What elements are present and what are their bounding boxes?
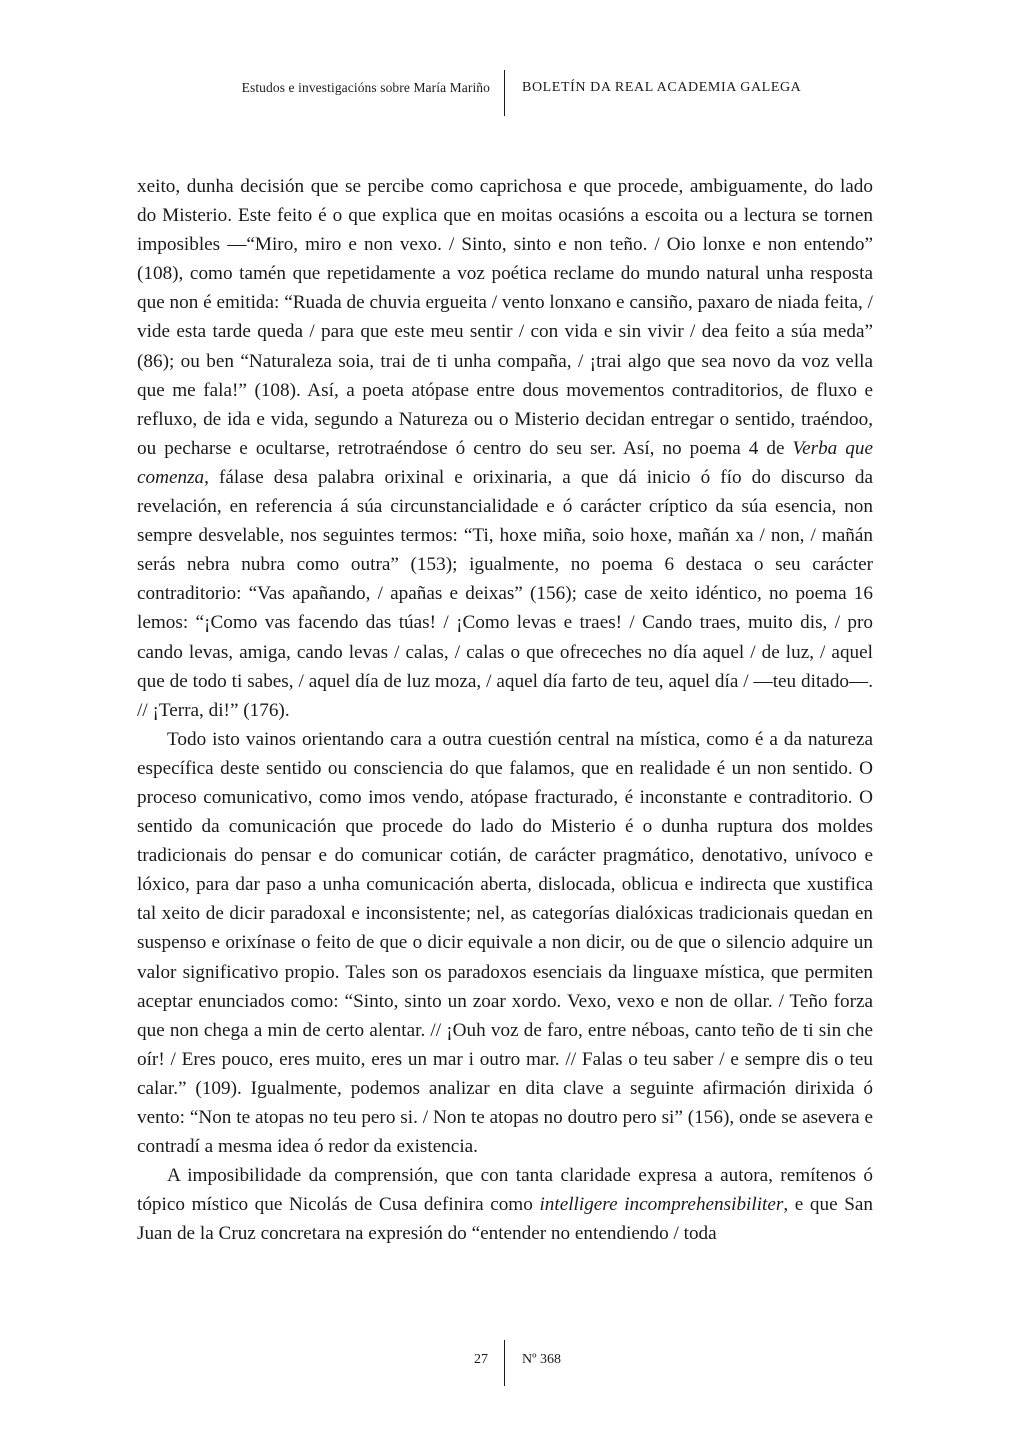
latin-phrase: intelligere incomprehensibiliter — [539, 1194, 784, 1216]
paragraph-3-text-b: , e que San Juan de la Cruz concretara na expresión do “entender no entendiendo / toda — [137, 1194, 873, 1245]
page-number: 27 — [474, 1352, 488, 1367]
issue-number: Nº 368 — [522, 1352, 561, 1367]
paragraph-1-text-b: , fálase desa palabra orixinal e orixinaria, a que dá inicio ó fío do discurso da revelación, en referencia á súa circunstancialidade e ó carácter críptico da súa esencia, non sempre desvelable, nos seguintes termos: “Ti, hoxe miña, soio hoxe, mañán xa / non, / mañán serás nebra nubra como outra” (153); igualmente, no poema 6 destaca o seu carácter contraditorio: “Vas apañando, / apañas e deixas” (156); case de xeito idéntico, no poema 16 lemos: “¡Como vas facendo das túas! / ¡Como levas e traes! / Cando traes, muito dis, / pro cando levas, amiga, cando levas / calas, / calas o que ofreceches no día aquel / de luz, / aquel que de todo ti sabes, / aquel día de luz moza, / aquel día farto de teu, aquel día / —teu ditado—. // ¡Terra, di!” (176). — [137, 466, 873, 721]
paragraph-1 — [137, 172, 873, 725]
running-head-section-title: Estudos e investigacións sobre María Mariño — [241, 80, 490, 95]
paragraph-3 — [137, 1161, 873, 1248]
running-head-divider — [504, 70, 505, 116]
folio-divider — [504, 1340, 505, 1386]
body-text — [137, 172, 873, 1248]
paragraph-3-text-a: A imposibilidade da comprensión, que con tanta claridade expresa a autora, remítenos ó tópico místico que Nicolás de Cusa definira como — [137, 1165, 873, 1216]
paragraph-1-text-a: xeito, dunha decisión que se percibe como caprichosa e que procede, ambiguamente, do lado do Misterio. Este feito é o que explica que en moitas ocasións a escoita ou a lectura se tornen imposibles —“Miro, miro e non vexo. / Sinto, sinto e non teño. / Oio lonxe e non entendo” (108), como tamén que repetidamente a voz poética reclame do mundo natural unha resposta que non é emitida: “Ruada de chuvia ergueita / vento lonxano e cansiño, paxaro de niada feita, / vide esta tarde queda / para que este meu sentir / con vida e sin vivir / dea feito a súa meda” (86); ou ben “Naturaleza soia, trai de ti unha compaña, / ¡trai algo que sea novo da voz vella que me fala!” (108). Así, a poeta atópase entre dous movementos contraditorios, de fluxo e refluxo, de ida e vida, segundo a Natureza ou o Misterio decidan entregar o sentido, traéndoo, ou pecharse e ocultarse, retrotraéndose ó centro do seu ser. Así, no poema 4 de — [137, 176, 873, 459]
folio — [0, 1340, 1010, 1386]
paragraph-2-text: Todo isto vainos orientando cara a outra cuestión central na mística, como é a da natureza específica deste sentido ou consciencia do que falamos, que en realidade é un non sentido. O proceso comunicativo, como imos vendo, atópase fracturado, é inconstante e contraditorio. O sentido da comunicación que procede do lado do Misterio é o dunha ruptura dos moldes tradicionais do pensar e do comunicar cotián, de carácter pragmático, denotativo, unívoco e lóxico, para dar paso a unha comunicación aberta, dislocada, oblicua e indirecta que xustifica tal xeito de dicir paradoxal e inconsistente; nel, as categorías dialóxicas tradicionais quedan en suspenso e orixínase o feito de que o dicir equivale a non dicir, ou de que o silencio adquire un valor significativo propio. Tales son os paradoxos esenciais da linguaxe mística, que permiten aceptar enunciados como: “Sinto, sinto un zoar xordo. Vexo, vexo e non de ollar. / Teño forza que non chega a min de certo alentar. // ¡Ouh voz de faro, entre néboas, canto teño de ti sin che oír! / Eres pouco, eres muito, eres un mar i outro mar. // Falas o teu saber / e sempre dis o teu calar.” (109). Igualmente, podemos analizar en dita clave a seguinte afirmación dirixida ó vento: “Non te atopas no teu pero si. / Non te atopas no doutro pero si” (156), onde se asevera e contradí a mesma idea ó redor da existencia. — [137, 728, 873, 1158]
running-head — [0, 70, 1010, 116]
book-title-verba-que-comenza: Verba que comenza — [137, 437, 873, 488]
paragraph-2 — [137, 725, 873, 1161]
running-head-journal-title: BOLETÍN DA REAL ACADEMIA GALEGA — [522, 80, 802, 95]
